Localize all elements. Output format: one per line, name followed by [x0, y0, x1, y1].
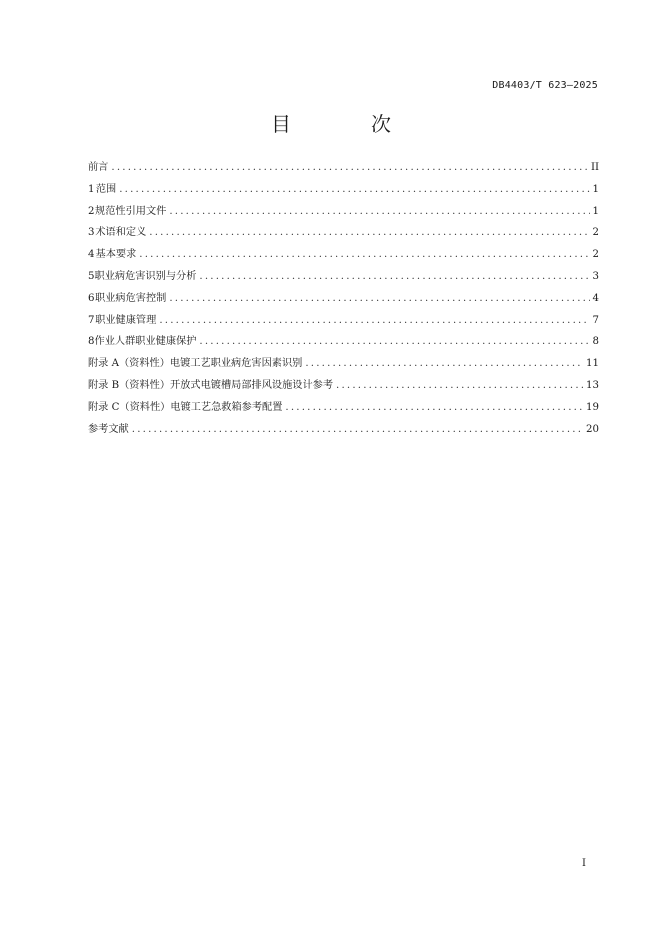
- toc-entry-label: 电镀工艺职业病危害因素识别: [169, 358, 303, 370]
- toc-entry[interactable]: [88, 157, 599, 179]
- toc-leader-dots: [132, 419, 583, 441]
- toc-entry-label: 职业病危害控制: [95, 292, 167, 304]
- page-number: I: [582, 858, 586, 869]
- toc-entry[interactable]: [88, 353, 599, 375]
- toc-entry-page: 7: [592, 314, 599, 326]
- toc-entry-appendix-prefix: 附录 A（资料性）: [88, 358, 170, 370]
- toc-entry-page: 19: [586, 401, 599, 413]
- table-of-contents: [88, 157, 599, 440]
- toc-leader-dots: [199, 331, 589, 353]
- toc-entry-page: 4: [592, 292, 599, 304]
- toc-entry-number: 1: [88, 183, 95, 195]
- toc-entry-label: 规范性引用文件: [95, 205, 167, 217]
- toc-leader-dots: [199, 266, 589, 288]
- toc-leader-dots: [285, 397, 583, 419]
- toc-entry[interactable]: [88, 310, 599, 332]
- toc-entry-number: 7: [88, 314, 95, 326]
- toc-entry[interactable]: [88, 397, 599, 419]
- toc-leader-dots: [169, 201, 589, 223]
- toc-entry-label: 术语和定义: [95, 227, 147, 239]
- toc-entry-label: 职业健康管理: [95, 314, 157, 326]
- toc-entry-page: 1: [592, 183, 599, 195]
- toc-leader-dots: [149, 222, 589, 244]
- toc-entry-page: 20: [586, 423, 599, 435]
- toc-title: 目 次: [271, 112, 421, 136]
- toc-leader-dots: [111, 157, 588, 179]
- toc-entry[interactable]: [88, 179, 599, 201]
- toc-entry-page: II: [590, 162, 599, 173]
- toc-entry-page: 3: [592, 270, 599, 282]
- toc-entry-label: 职业病危害识别与分析: [94, 270, 197, 282]
- toc-entry-page: 13: [586, 379, 599, 391]
- toc-entry-page: 1: [592, 205, 599, 217]
- toc-entry-number: 5: [88, 270, 95, 282]
- toc-entry[interactable]: [88, 222, 599, 244]
- toc-entry-label: 范围: [95, 183, 117, 195]
- toc-entry-page: 2: [592, 249, 599, 261]
- toc-entry-number: 8: [88, 336, 95, 348]
- toc-entry[interactable]: [88, 419, 599, 441]
- toc-leader-dots: [305, 353, 583, 375]
- toc-entry-appendix-prefix: 附录 C（资料性）: [88, 401, 171, 413]
- toc-leader-dots: [159, 310, 589, 332]
- toc-entry[interactable]: [88, 288, 599, 310]
- toc-leader-dots: [139, 244, 589, 266]
- toc-entry-label: 基本要求: [95, 249, 137, 261]
- toc-entry-appendix-prefix: 附录 B（资料性）: [88, 379, 171, 391]
- toc-entry-label: 开放式电镀槽局部排风设施设计参考: [170, 379, 334, 391]
- document-code: DB4403/T 623—2025: [492, 80, 598, 91]
- toc-entry-number: 2: [88, 205, 95, 217]
- toc-leader-dots: [336, 375, 583, 397]
- toc-entry-page: 8: [592, 336, 599, 348]
- toc-entry-label: 前言: [88, 162, 109, 173]
- toc-entry[interactable]: [88, 266, 599, 288]
- toc-entry[interactable]: [88, 244, 599, 266]
- toc-entry-number: 6: [88, 292, 95, 304]
- toc-entry[interactable]: [88, 331, 599, 353]
- toc-entry-page: 11: [586, 358, 599, 370]
- toc-entry-number: 4: [88, 249, 95, 261]
- toc-entry-label: 参考文献: [88, 423, 129, 435]
- toc-entry-label: 电镀工艺急救箱参考配置: [170, 401, 283, 413]
- toc-leader-dots: [119, 179, 589, 201]
- toc-entry-label: 作业人群职业健康保护: [94, 336, 197, 348]
- toc-entry[interactable]: [88, 201, 599, 223]
- toc-entry-page: 2: [592, 227, 599, 239]
- toc-leader-dots: [169, 288, 589, 310]
- toc-entry-number: 3: [88, 227, 95, 239]
- toc-entry[interactable]: [88, 375, 599, 397]
